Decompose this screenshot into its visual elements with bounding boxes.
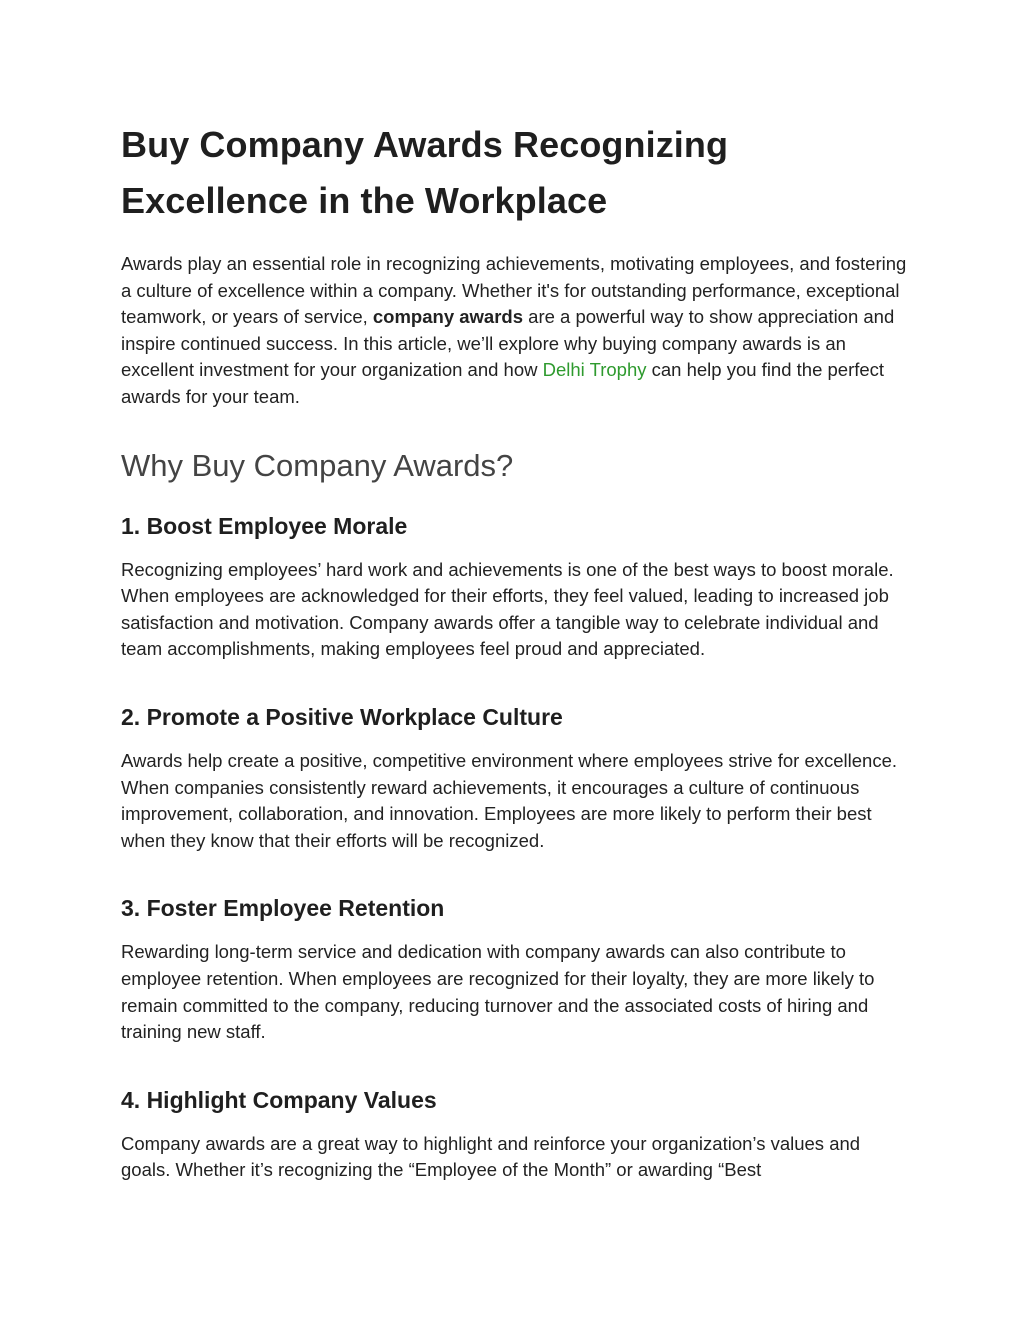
section-text-workplace-culture: Awards help create a positive, competitive environment where employees strive for excellence. When companies consistently reward achievements, it encourages a culture of continuous improvement, collaboration, and innovation. Employees are more likely to perform their best when they know that their efforts will be recognized. <box>121 749 898 851</box>
page-title-line-1: Buy Company Awards Recognizing <box>121 124 729 165</box>
page-title-line-2: Excellence in the Workplace <box>121 180 608 221</box>
intro-text-3: can help you find the perfect awards for your team. <box>121 359 885 407</box>
intro-text-2: are a powerful way to show appreciation and inspire continued success. In this article, we’ll explore why buying company awards is an excellent investment for your organization and how <box>121 306 895 381</box>
page-title <box>121 117 911 229</box>
section-heading-company-values: 4. Highlight Company Values <box>121 1086 437 1113</box>
intro-text-1: Awards play an essential role in recognizing achievements, motivating employees, and fostering a culture of excellence within a company. Whether it's for outstanding performance, exceptional teamwork, or years of service, <box>121 253 907 328</box>
section-text-employee-retention: Rewarding long-term service and dedication with company awards can also contribute to employee retention. When employees are recognized for their loyalty, they are more likely to remain committed to the company, reducing turnover and the associated costs of hiring and training new staff. <box>121 941 875 1043</box>
intro-bold-text: company awards <box>372 306 524 328</box>
section-heading-employee-retention: 3. Foster Employee Retention <box>121 895 445 922</box>
section-text-company-values: Company awards are a great way to highlight and reinforce your organization’s values and goals. Whether it’s recognizing the “Employee of the Month” or awarding “Best <box>121 1132 861 1181</box>
why-heading: Why Buy Company Awards? <box>121 447 514 483</box>
section-heading-boost-morale: 1. Boost Employee Morale <box>121 512 408 539</box>
intro-paragraph <box>121 251 911 411</box>
section-heading-workplace-culture: 2. Promote a Positive Workplace Culture <box>121 703 563 730</box>
document-page <box>121 117 911 1184</box>
section-text-boost-morale: Recognizing employees’ hard work and achievements is one of the best ways to boost morale. When employees are acknowledged for their efforts, they feel valued, leading to increased job satisfaction and motivation. Company awards offer a tangible way to celebrate individual and team accomplishments, making employees feel proud and appreciated. <box>121 558 894 660</box>
delhi-trophy-link[interactable]: Delhi Trophy <box>542 359 647 381</box>
